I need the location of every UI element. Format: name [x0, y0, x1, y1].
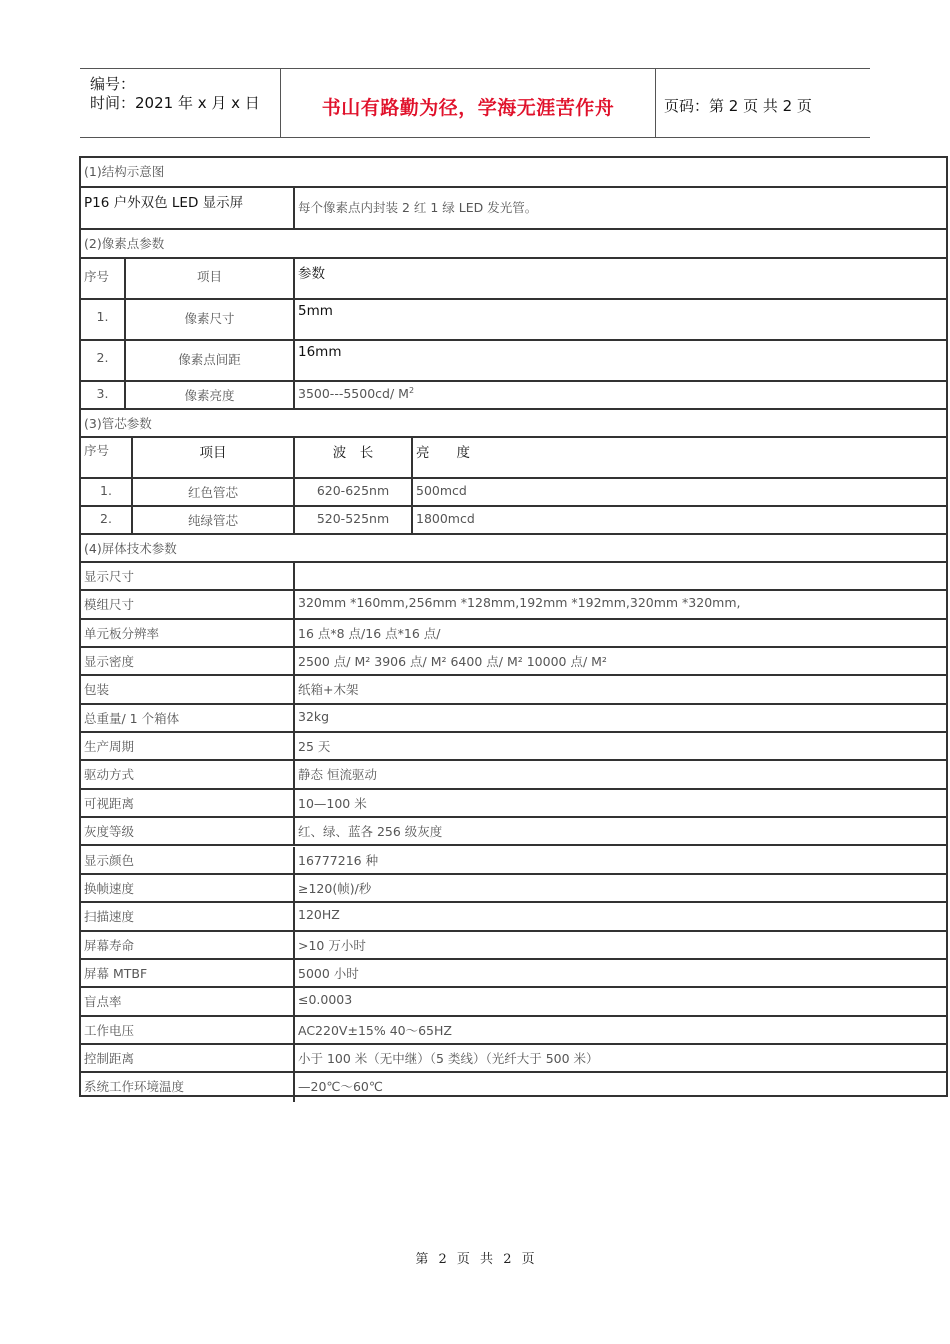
pixel-row-no: 2. — [96, 350, 109, 365]
header-center-cell — [280, 69, 656, 137]
param-label: 显示颜色 — [84, 852, 135, 868]
param-value: AC220V±15% 40～65HZ — [298, 1022, 452, 1038]
chip-row-item: 纯绿管芯 — [187, 513, 238, 528]
param-label: 驱动方式 — [84, 767, 135, 783]
param-value: 32kg — [298, 708, 330, 724]
table-row — [81, 563, 946, 591]
table-row — [81, 932, 946, 960]
pixel-header-item: 项目 — [196, 269, 222, 284]
table-row — [81, 1017, 946, 1045]
section-title-structure: (1)结构示意图 — [84, 164, 165, 179]
spec-table — [79, 156, 948, 1097]
table-row — [81, 733, 946, 761]
table-row — [81, 591, 946, 619]
param-label: 换帧速度 — [84, 880, 135, 896]
table-row — [81, 818, 946, 846]
table-row — [81, 479, 946, 507]
param-value: 小于 100 米（无中继）（5 类线）（光纤大于 500 米） — [298, 1050, 599, 1066]
chip-row-brightness: 1800mcd — [416, 511, 475, 526]
chip-row-item: 红色管芯 — [187, 485, 238, 500]
section-row-chip — [81, 410, 946, 438]
section-title-pixel: (2)像素点参数 — [84, 236, 165, 251]
section-row-screen — [81, 535, 946, 563]
param-label: 系统工作环境温度 — [84, 1079, 185, 1095]
param-label: 灰度等级 — [84, 824, 135, 840]
pixel-row-value: 3500---5500cd/ $M^2$ — [298, 385, 415, 401]
param-label: 生产周期 — [84, 739, 135, 755]
pixel-row-value: 5mm — [298, 303, 333, 319]
param-label: 单元板分辨率 — [84, 625, 160, 641]
param-label: 模组尺寸 — [84, 597, 135, 613]
section-row-pixel — [81, 230, 946, 259]
table-row — [81, 507, 946, 535]
param-value: 静态 恒流驱动 — [298, 767, 377, 783]
pixel-row-item: 像素尺寸 — [184, 311, 235, 326]
table-row — [81, 761, 946, 789]
pixel-row-no: 1. — [96, 309, 109, 324]
table-row — [81, 1073, 946, 1101]
section-row-structure — [81, 158, 946, 188]
table-row — [81, 341, 946, 382]
page-header — [80, 68, 870, 138]
pixel-header-no: 序号 — [84, 269, 110, 284]
pixel-row-item: 像素亮度 — [184, 388, 235, 403]
chip-header-brightness: 亮 度 — [416, 445, 470, 461]
param-label: 扫描速度 — [84, 909, 135, 925]
param-label: 总重量/ 1 个箱体 — [84, 710, 180, 726]
page-footer: 第 2 页 共 2 页 — [415, 1252, 535, 1267]
table-row — [81, 648, 946, 676]
param-value: 16777216 种 — [298, 852, 379, 868]
param-value: 2500 点/ M² 3906 点/ M² 6400 点/ M² 10000 点/ M² — [298, 654, 607, 670]
param-value: ≤0.0003 — [298, 992, 353, 1008]
param-value: 10—100 米 — [298, 795, 367, 811]
param-label: 显示尺寸 — [84, 569, 135, 584]
chip-row-no: 1. — [100, 483, 112, 498]
param-value: 25 天 — [298, 739, 331, 755]
param-label: 工作电压 — [84, 1022, 135, 1038]
table-row — [81, 903, 946, 931]
pixel-row-value: 16mm — [298, 344, 342, 360]
chip-row-wavelength: 620-625nm — [316, 483, 390, 498]
param-value: 16 点*8 点/16 点*16 点/ — [298, 625, 441, 641]
param-label: 显示密度 — [84, 654, 135, 670]
table-row — [81, 300, 946, 341]
chip-header-item: 项目 — [199, 445, 227, 461]
table-row — [81, 960, 946, 988]
page-info: 页码：第 2 页 共 2 页 — [664, 97, 812, 115]
param-value: 纸箱+木架 — [298, 682, 359, 698]
section-title-chip: (3)管芯参数 — [84, 416, 152, 431]
product-row — [81, 188, 946, 230]
header-left-cell — [80, 69, 280, 137]
table-row — [81, 847, 946, 875]
product-name: P16 户外双色 LED 显示屏 — [84, 195, 244, 211]
param-label: 屏幕 MTBF — [84, 965, 148, 981]
param-value: >10 万小时 — [298, 937, 366, 953]
table-row — [81, 382, 946, 410]
param-value: 320mm *160mm,256mm *128mm,192mm *192mm,320mm *320mm, — [298, 595, 741, 611]
pixel-row-no: 3. — [96, 386, 109, 401]
pixel-row-item: 像素点间距 — [178, 352, 241, 367]
table-row — [81, 620, 946, 648]
param-value: 红、绿、蓝各 256 级灰度 — [298, 824, 443, 840]
param-value: 120HZ — [298, 907, 340, 923]
number-label: 编号： — [90, 75, 136, 93]
header-right-cell — [654, 69, 870, 137]
param-label: 控制距离 — [84, 1050, 135, 1066]
chip-row-wavelength: 520-525nm — [316, 511, 390, 526]
param-value: 5000 小时 — [298, 965, 359, 981]
chip-header-no: 序号 — [84, 443, 110, 458]
table-row — [81, 1045, 946, 1073]
param-label: 盲点率 — [84, 994, 122, 1010]
param-value: —20℃～60℃ — [298, 1079, 383, 1095]
param-label: 屏幕寿命 — [84, 937, 135, 953]
chip-header-row — [81, 438, 946, 479]
table-row — [81, 790, 946, 818]
time-label: 时间：2021 年 x 月 x 日 — [90, 94, 260, 112]
chip-header-wavelength: 波 长 — [332, 445, 374, 461]
param-value: ≥120(帧)/秒 — [298, 880, 372, 896]
table-row — [81, 676, 946, 704]
chip-row-no: 2. — [100, 511, 112, 526]
pixel-header-value: 参数 — [298, 266, 325, 282]
section-title-screen: (4)屏体技术参数 — [84, 541, 177, 556]
motto: 书山有路勤为径，学海无涯苦作舟 — [321, 97, 615, 119]
param-label: 包装 — [84, 682, 110, 698]
chip-row-brightness: 500mcd — [416, 483, 467, 498]
table-row — [81, 705, 946, 733]
param-label: 可视距离 — [84, 795, 135, 811]
table-row — [81, 875, 946, 903]
table-row — [81, 988, 946, 1016]
product-description: 每个像素点内封装 2 红 1 绿 LED 发光管。 — [298, 200, 538, 215]
pixel-header-row — [81, 259, 946, 300]
